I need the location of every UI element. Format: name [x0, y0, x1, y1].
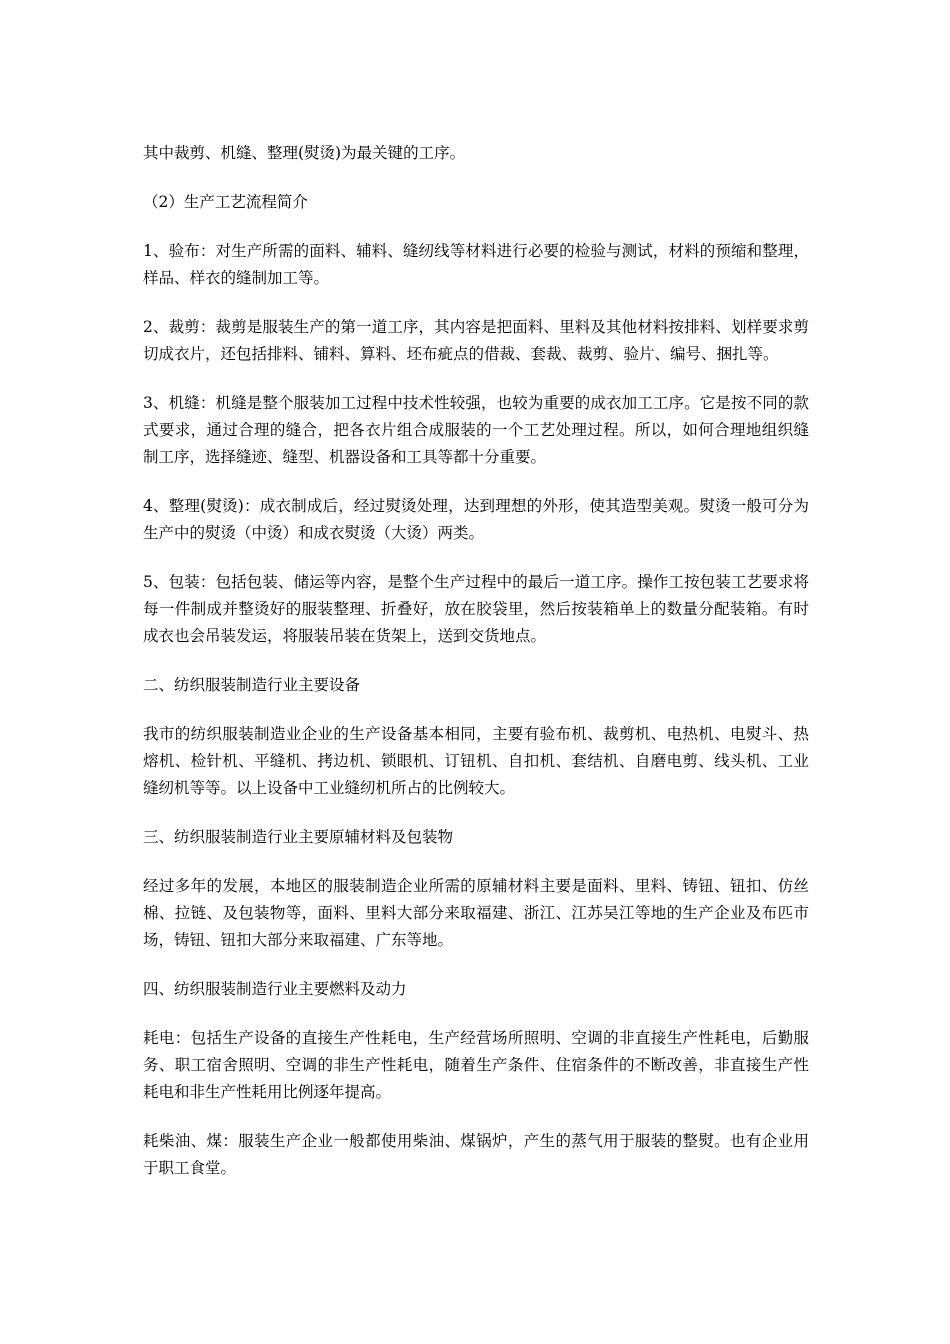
paragraph-materials: 经过多年的发展，本地区的服装制造企业所需的原辅材料主要是面料、里料、铸钮、钮扣、仿丝棉、拉链、及包装物等，面料、里料大部分来取福建、浙江、江苏吴江等地的生产企业及布匹市场，铸钮、钮扣大部分来取福建、广东等地。 [143, 877, 809, 949]
heading-fuel-power: 四、纺织服装制造行业主要燃料及动力 [143, 980, 407, 998]
paragraph-packaging: 5、包装：包括包装、储运等内容，是整个生产过程中的最后一道工序。操作工按包装工艺要求将每一件制成并整烫好的服装整理、折叠好，放在胶袋里，然后按装箱单上的数量分配装箱。有时成衣也会吊装发运，将服装吊装在货架上，送到交货地点。 [143, 573, 809, 645]
paragraph-electricity: 耗电：包括生产设备的直接生产性耗电，生产经营场所照明、空调的非直接生产性耗电，后勤服务、职工宿舍照明、空调的非生产性耗电，随着生产条件、住宿条件的不断改善，非直接生产性耗电和非生产性耗用比例逐年提高。 [143, 1029, 809, 1101]
heading-process-flow: （2）生产工艺流程简介 [143, 193, 308, 211]
paragraph-cutting: 2、裁剪：裁剪是服装生产的第一道工序，其内容是把面料、里料及其他材料按排料、划样要求剪切成衣片，还包括排料、铺料、算料、坯布疵点的借裁、套裁、裁剪、验片、编号、捆扎等。 [143, 318, 809, 363]
document-body [143, 140, 809, 1204]
heading-equipment: 二、纺织服装制造行业主要设备 [143, 676, 361, 694]
heading-materials: 三、纺织服装制造行业主要原辅材料及包装物 [143, 828, 454, 846]
paragraph-key-processes: 其中裁剪、机缝、整理(熨烫)为最关键的工序。 [143, 144, 466, 162]
paragraph-ironing: 4、整理(熨烫)：成衣制成后，经过熨烫处理，达到理想的外形，使其造型美观。熨烫一般可分为生产中的熨烫（中烫）和成衣熨烫（大烫）两类。 [143, 497, 809, 542]
paragraph-equipment: 我市的纺织服装制造业企业的生产设备基本相同，主要有验布机、裁剪机、电热机、电熨斗、热熔机、检针机、平缝机、拷边机、锁眼机、订钮机、自扣机、套结机、自磨电剪、线头机、工业缝纫机等等。以上设备中工业缝纫机所占的比例较大。 [143, 725, 809, 797]
paragraph-sewing: 3、机缝：机缝是整个服装加工过程中技术性较强，也较为重要的成衣加工工序。它是按不同的款式要求，通过合理的缝合，把各衣片组合成服装的一个工艺处理过程。所以，如何合理地组织缝制工序，选择缝迹、缝型、机器设备和工具等都十分重要。 [143, 394, 809, 466]
paragraph-diesel-coal: 耗柴油、煤：服装生产企业一般都使用柴油、煤锅炉，产生的蒸气用于服装的整熨。也有企业用于职工食堂。 [143, 1132, 809, 1177]
paragraph-inspection: 1、验布：对生产所需的面料、辅料、缝纫线等材料进行必要的检验与测试，材料的预缩和整理，样品、样衣的缝制加工等。 [143, 242, 809, 287]
